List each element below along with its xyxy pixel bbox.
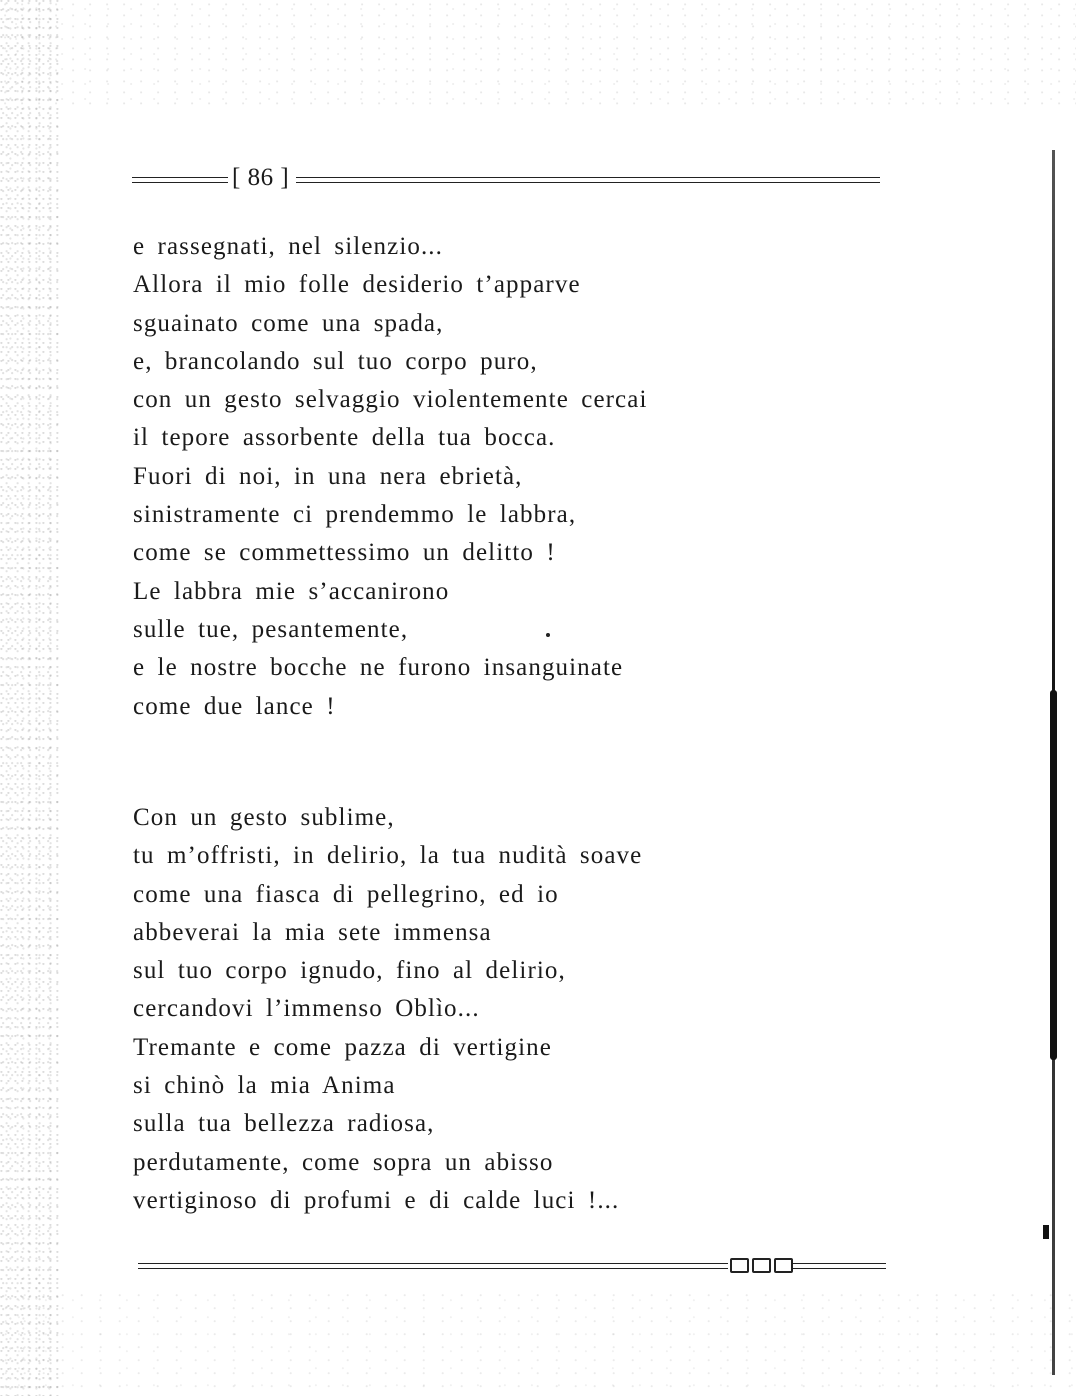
poem-line: con un gesto selvaggio violentemente cercai (133, 386, 648, 414)
poem-line: Tremante e come pazza di vertigine (133, 1033, 552, 1061)
poem-line: sguainato come una spada, (133, 309, 444, 337)
poem-line: sulle tue, pesantemente, (133, 615, 409, 643)
poem-line: Le labbra mie s’accanirono (133, 577, 450, 605)
header-rule-right (296, 177, 880, 183)
poem-line: come se commettessimo un delitto ! (133, 539, 556, 567)
poem-line: come due lance ! (133, 692, 336, 720)
poem-line: sulla tua bellezza radiosa, (133, 1110, 435, 1138)
ornament-box-icon (730, 1258, 749, 1273)
poem-line: sul tuo corpo ignudo, fino al delirio, (133, 957, 566, 985)
page-header (132, 163, 880, 193)
poem-line: Fuori di noi, in una nera ebrietà, (133, 462, 523, 490)
poem-line: il tepore assorbente della tua bocca. (133, 424, 556, 452)
footer-rule-left (138, 1263, 728, 1269)
poem-line: e le nostre bocche ne furono insanguinate (133, 654, 624, 682)
scan-speckle-left (0, 0, 60, 1396)
poem-line: tu m’offristi, in delirio, la tua nudità soave (133, 842, 643, 870)
binding-edge-shadow (1050, 690, 1057, 1060)
poem-line: Allora il mio folle desiderio t’apparve (133, 271, 581, 299)
poem-line: Con un gesto sublime, (133, 804, 395, 831)
poem-stanza-1 (133, 228, 648, 726)
poem-line: come una fiasca di pellegrino, ed io (133, 880, 559, 908)
header-rule-left (132, 177, 228, 183)
scan-speckle-top (0, 0, 1076, 110)
poem-line: sinistramente ci prendemmo le labbra, (133, 501, 577, 529)
poem-line: abbeverai la mia sete immensa (133, 918, 492, 946)
ink-speck (546, 633, 550, 637)
page-number: [ 86 ] (232, 164, 290, 191)
binding-edge-mark (1043, 1225, 1049, 1239)
poem-line: perdutamente, come sopra un abisso (133, 1148, 554, 1176)
footer-ornament (138, 1257, 888, 1277)
poem-stanza-2 (133, 799, 642, 1220)
poem-line: e, brancolando sul tuo corpo puro, (133, 347, 538, 375)
ornament-boxes (730, 1257, 793, 1273)
poem-line: cercandovi l’immenso Oblìo... (133, 995, 480, 1023)
poem-line: vertiginoso di profumi e di calde luci !... (133, 1186, 620, 1214)
ornament-box-icon (774, 1258, 793, 1273)
poem-line: e rassegnati, nel silenzio... (133, 233, 444, 260)
ornament-box-icon (752, 1258, 771, 1273)
footer-rule-right (792, 1263, 886, 1269)
scan-speckle-bottom (0, 1290, 1076, 1396)
poem-line: si chinò la mia Anima (133, 1072, 396, 1100)
